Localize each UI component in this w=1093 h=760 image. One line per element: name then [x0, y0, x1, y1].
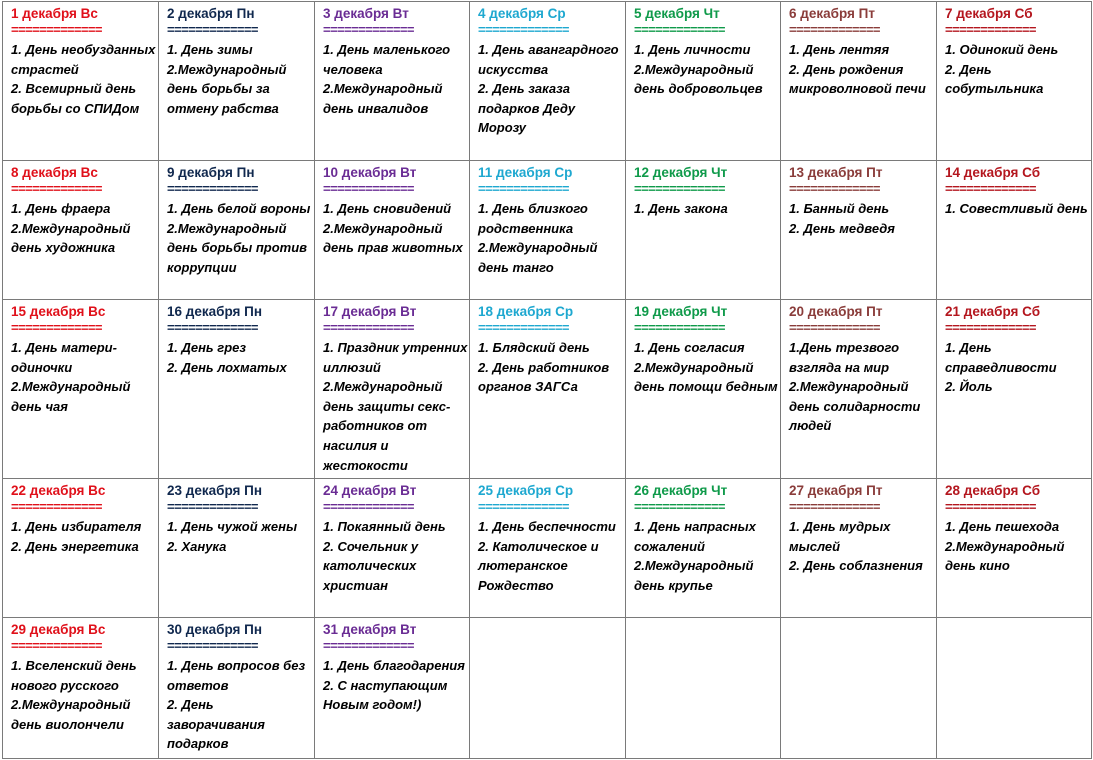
day-separator: ============= — [478, 181, 569, 196]
day-cell — [3, 479, 159, 618]
empty-cell — [470, 618, 626, 759]
day-header: 14 декабря Сб — [945, 165, 1041, 180]
day-header: 8 декабря Вс — [11, 165, 98, 180]
day-header: 25 декабря Ср — [478, 483, 574, 498]
day-separator: ============= — [789, 181, 880, 196]
event-list — [945, 517, 1091, 576]
day-header: 12 декабря Чт — [634, 165, 728, 180]
event-list — [323, 338, 469, 475]
day-separator: ============= — [323, 181, 414, 196]
event-item: 1. День маленького человека — [323, 42, 451, 77]
event-list — [478, 517, 625, 595]
day-separator: ============= — [789, 22, 880, 37]
event-list — [167, 656, 314, 754]
event-item: 1. Одинокий день — [945, 42, 1059, 57]
event-list — [634, 199, 780, 219]
day-cell — [626, 300, 781, 479]
event-item: 1. День беспечности — [478, 519, 616, 534]
event-item: 2. День энергетика — [11, 538, 139, 554]
day-header: 2 декабря Пн — [167, 6, 255, 21]
event-item: 2.Международный день кино — [945, 538, 1065, 574]
day-cell — [781, 479, 937, 618]
day-cell — [3, 161, 159, 300]
event-item: 2. Сочельник у католических христиан — [323, 538, 419, 593]
day-header: 21 декабря Сб — [945, 304, 1041, 319]
event-list — [167, 199, 314, 277]
event-item: 2. День соблазнения — [789, 558, 923, 574]
december-calendar-table — [2, 1, 1092, 759]
event-list — [478, 338, 625, 397]
day-separator: ============= — [945, 499, 1036, 514]
event-list — [323, 656, 469, 715]
day-separator: ============= — [167, 320, 258, 335]
day-separator: ============= — [945, 22, 1036, 37]
event-item: 2. День заворачивания подарков — [167, 697, 265, 752]
day-header: 5 декабря Чт — [634, 6, 720, 21]
event-item: 1. День близкого родственника — [478, 201, 588, 236]
week-row — [3, 300, 1092, 479]
event-item: 1. Покаянный день — [323, 519, 446, 534]
empty-cell — [781, 618, 937, 759]
day-header: 22 декабря Вс — [11, 483, 106, 498]
event-item: 1. День зимы — [167, 42, 253, 57]
day-separator: ============= — [167, 22, 258, 37]
day-separator: ============= — [167, 638, 258, 653]
event-item: 2.Международный день прав животных — [323, 220, 463, 256]
day-header: 24 декабря Вт — [323, 483, 417, 498]
day-cell — [781, 161, 937, 300]
event-list — [167, 338, 314, 377]
event-item: 2. День лохматых — [167, 359, 287, 375]
day-header: 6 декабря Пт — [789, 6, 875, 21]
event-list — [167, 40, 314, 118]
event-item: 1. День закона — [634, 201, 728, 216]
event-item: 2.Международный день танго — [478, 240, 598, 275]
day-header: 13 декабря Пт — [789, 165, 883, 180]
day-header: 23 декабря Пн — [167, 483, 263, 498]
day-separator: ============= — [167, 181, 258, 196]
day-separator: ============= — [323, 499, 414, 514]
day-header: 18 декабря Ср — [478, 304, 574, 319]
day-cell — [781, 300, 937, 479]
event-item: 2. Католическое и лютеранское Рождество — [478, 538, 599, 593]
day-separator: ============= — [11, 22, 102, 37]
week-row — [3, 479, 1092, 618]
day-cell — [937, 300, 1092, 479]
event-item: 1. Совестливый день — [945, 201, 1088, 216]
day-header: 17 декабря Вт — [323, 304, 417, 319]
event-item: 1. День белой вороны — [167, 201, 311, 216]
event-item: 1. Блядский день — [478, 340, 590, 355]
event-item: 2.Международный день борьбы против коррупции — [167, 220, 308, 275]
day-header: 20 декабря Пт — [789, 304, 883, 319]
day-separator: ============= — [945, 181, 1036, 196]
event-list — [11, 656, 158, 734]
day-separator: ============= — [634, 499, 725, 514]
day-separator: ============= — [323, 638, 414, 653]
day-header: 3 декабря Вт — [323, 6, 409, 21]
event-item: 2.Международный день чая — [11, 379, 131, 414]
day-cell — [315, 2, 470, 161]
event-list — [323, 40, 469, 118]
day-separator: ============= — [634, 22, 725, 37]
week-row — [3, 618, 1092, 759]
day-separator: ============= — [167, 499, 258, 514]
event-item: 1. День матери-одиночки — [11, 340, 117, 375]
event-item: 2. Ханука — [167, 538, 227, 554]
day-header: 19 декабря Чт — [634, 304, 728, 319]
event-item: 1.День трезвого взгляда на мир — [789, 340, 900, 375]
event-item: 2. День работников органов ЗАГСа — [478, 359, 610, 395]
day-cell — [3, 2, 159, 161]
day-separator: ============= — [945, 320, 1036, 335]
event-item: 2.Международный день солидарности людей — [789, 379, 921, 434]
day-cell — [626, 2, 781, 161]
event-item: 1. Вселенский день нового русского — [11, 658, 137, 693]
day-header: 26 декабря Чт — [634, 483, 728, 498]
event-list — [945, 338, 1091, 397]
day-header: 31 декабря Вт — [323, 622, 417, 637]
event-item: 2. День собутыльника — [945, 61, 1044, 97]
empty-cell — [937, 618, 1092, 759]
event-item: 2. День медведя — [789, 220, 895, 236]
day-cell — [159, 2, 315, 161]
event-list — [789, 199, 936, 238]
event-list — [478, 40, 625, 138]
day-cell — [470, 2, 626, 161]
day-separator: ============= — [634, 320, 725, 335]
event-list — [789, 517, 936, 576]
week-row — [3, 161, 1092, 300]
event-list — [634, 40, 780, 99]
event-item: 1. День вопросов без ответов — [167, 658, 306, 693]
event-item: 2. С наступающим Новым годом!) — [323, 677, 448, 713]
event-list — [11, 199, 158, 258]
day-separator: ============= — [11, 181, 102, 196]
event-list — [789, 338, 936, 436]
event-list — [323, 199, 469, 258]
event-item: 2.Международный день инвалидов — [323, 81, 443, 116]
day-separator: ============= — [11, 320, 102, 335]
day-cell — [315, 300, 470, 479]
day-header: 29 декабря Вс — [11, 622, 106, 637]
event-item: 2.Международный день борьбы за отмену рабства — [167, 61, 287, 116]
day-cell — [315, 161, 470, 300]
event-item: 1. День пешехода — [945, 519, 1060, 534]
event-item: 1. День напрасных сожалений — [634, 519, 756, 554]
day-header: 30 декабря Пн — [167, 622, 263, 637]
event-item: 1. День благодарения — [323, 658, 465, 673]
event-item: 2. Всемирный день борьбы со СПИДом — [11, 81, 140, 116]
event-list — [167, 517, 314, 556]
day-cell — [159, 161, 315, 300]
event-item: 1. День мудрых мыслей — [789, 519, 891, 554]
day-header: 28 декабря Сб — [945, 483, 1041, 498]
day-header: 15 декабря Вс — [11, 304, 106, 319]
day-cell — [315, 479, 470, 618]
event-item: 2. День рождения микроволновой печи — [789, 61, 926, 97]
day-cell — [937, 161, 1092, 300]
day-cell — [3, 618, 159, 759]
event-list — [11, 40, 158, 118]
event-item: 2.Международный день защиты секс-работников от насилия и жестокости — [323, 379, 451, 473]
event-list — [945, 199, 1091, 219]
event-item: 1. Банный день — [789, 201, 890, 216]
day-cell — [937, 2, 1092, 161]
day-cell — [626, 479, 781, 618]
event-item: 1. День лентяя — [789, 42, 890, 57]
empty-cell — [626, 618, 781, 759]
day-cell — [159, 300, 315, 479]
event-item: 1. День согласия — [634, 340, 745, 355]
day-separator: ============= — [323, 320, 414, 335]
event-list — [634, 338, 780, 397]
day-cell — [470, 300, 626, 479]
event-list — [945, 40, 1091, 99]
event-item: 1. День фраера — [11, 201, 111, 216]
event-list — [11, 338, 158, 416]
day-separator: ============= — [789, 499, 880, 514]
day-cell — [159, 618, 315, 759]
week-row — [3, 2, 1092, 161]
day-separator: ============= — [478, 22, 569, 37]
day-header: 11 декабря Ср — [478, 165, 573, 180]
event-list — [789, 40, 936, 99]
event-list — [478, 199, 625, 277]
event-item: 1. День авангардного искусства — [478, 42, 619, 77]
event-item: 1. День личности — [634, 42, 751, 57]
day-cell — [159, 479, 315, 618]
event-item: 1. День грез — [167, 340, 246, 355]
event-item: 2. День заказа подарков Деду Морозу — [478, 81, 576, 136]
day-separator: ============= — [323, 22, 414, 37]
day-separator: ============= — [478, 499, 569, 514]
event-item: 1. День необузданных страстей — [11, 42, 156, 77]
event-item: 1. День чужой жены — [167, 519, 298, 534]
event-item: 2.Международный день виолончели — [11, 697, 131, 732]
day-cell — [3, 300, 159, 479]
event-item: 2. Йоль — [945, 379, 993, 395]
day-cell — [626, 161, 781, 300]
event-list — [11, 517, 158, 556]
day-header: 9 декабря Пн — [167, 165, 255, 180]
day-cell — [315, 618, 470, 759]
day-separator: ============= — [478, 320, 569, 335]
event-item: 1. День сновидений — [323, 201, 452, 216]
event-item: 2.Международный день крупье — [634, 558, 754, 593]
day-cell — [470, 161, 626, 300]
day-header: 27 декабря Пт — [789, 483, 883, 498]
day-header: 1 декабря Вс — [11, 6, 98, 21]
day-cell — [937, 479, 1092, 618]
event-item: 1. День избирателя — [11, 519, 142, 534]
event-item: 2.Международный день помощи бедным — [634, 359, 778, 395]
day-separator: ============= — [789, 320, 880, 335]
day-separator: ============= — [634, 181, 725, 196]
day-header: 10 декабря Вт — [323, 165, 417, 180]
day-header: 7 декабря Сб — [945, 6, 1033, 21]
event-list — [634, 517, 780, 595]
event-item: 1. День справедливости — [945, 340, 1057, 375]
event-item: 2.Международный день художника — [11, 220, 131, 256]
event-item: 1. Праздник утренних иллюзий — [323, 340, 468, 375]
day-header: 16 декабря Пн — [167, 304, 263, 319]
day-header: 4 декабря Ср — [478, 6, 566, 21]
day-cell — [781, 2, 937, 161]
day-separator: ============= — [11, 499, 102, 514]
day-separator: ============= — [11, 638, 102, 653]
day-cell — [470, 479, 626, 618]
event-item: 2.Международный день добровольцев — [634, 61, 763, 97]
event-list — [323, 517, 469, 595]
